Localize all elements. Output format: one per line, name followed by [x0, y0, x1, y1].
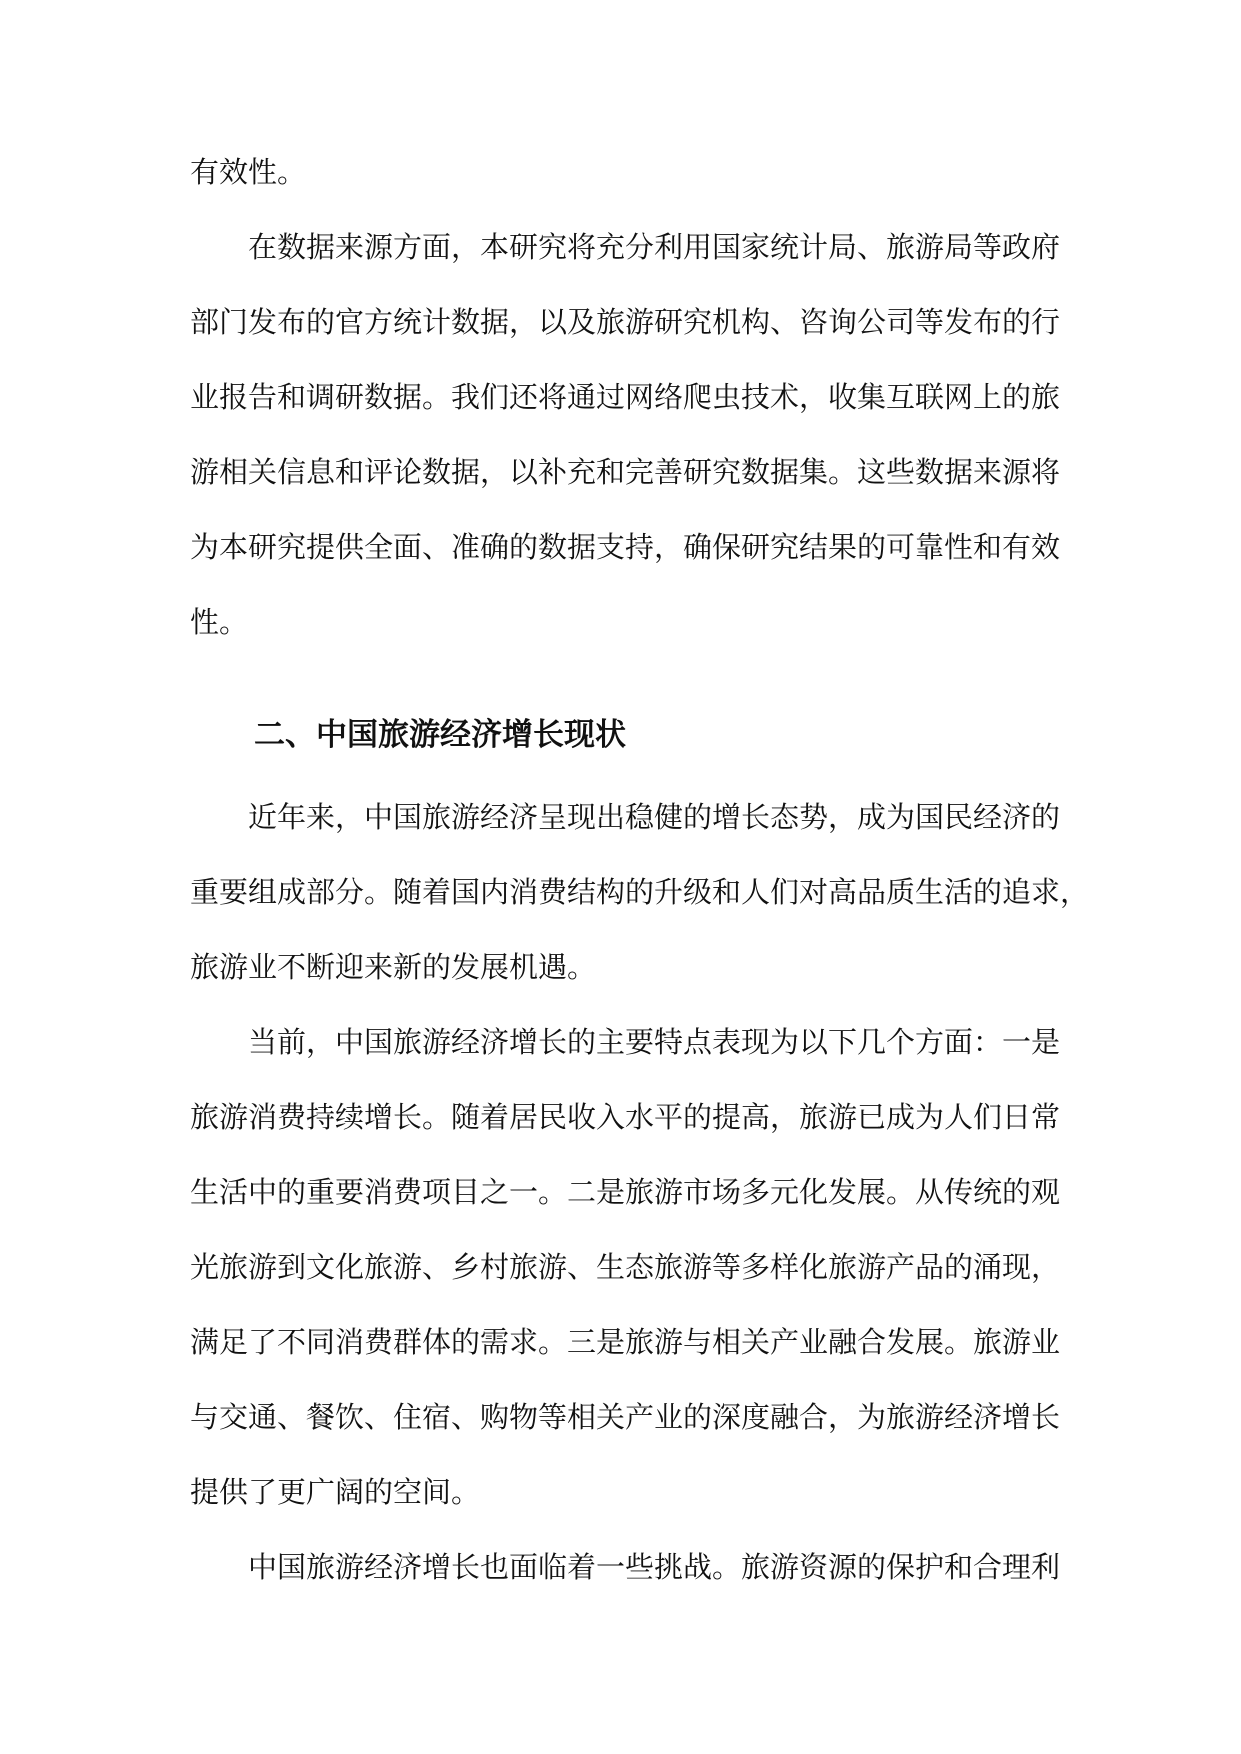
paragraph-line: 部门发布的官方统计数据，以及旅游研究机构、咨询公司等发布的行 [190, 305, 1061, 339]
paragraph-line: 光旅游到文化旅游、乡村旅游、生态旅游等多样化旅游产品的涌现， [190, 1250, 1061, 1284]
paragraph-line: 与交通、餐饮、住宿、购物等相关产业的深度融合，为旅游经济增长 [190, 1400, 1061, 1434]
paragraph-line: 业报告和调研数据。我们还将通过网络爬虫技术，收集互联网上的旅 [190, 380, 1061, 414]
paragraph-line: 性。 [190, 605, 249, 639]
paragraph-line: 近年来，中国旅游经济呈现出稳健的增长态势，成为国民经济的 [248, 800, 1061, 834]
paragraph-line: 为本研究提供全面、准确的数据支持，确保研究结果的可靠性和有效 [190, 530, 1061, 564]
paragraph-line: 生活中的重要消费项目之一。二是旅游市场多元化发展。从传统的观 [190, 1175, 1061, 1209]
paragraph-line: 游相关信息和评论数据，以补充和完善研究数据集。这些数据来源将 [190, 455, 1061, 489]
paragraph-line: 满足了不同消费群体的需求。三是旅游与相关产业融合发展。旅游业 [190, 1325, 1061, 1359]
paragraph-line: 旅游消费持续增长。随着居民收入水平的提高，旅游已成为人们日常 [190, 1100, 1061, 1134]
paragraph-line: 当前，中国旅游经济增长的主要特点表现为以下几个方面：一是 [248, 1025, 1061, 1059]
section-heading: 二、中国旅游经济增长现状 [254, 717, 626, 753]
paragraph-line: 中国旅游经济增长也面临着一些挑战。旅游资源的保护和合理利 [248, 1550, 1061, 1584]
paragraph-line: 在数据来源方面，本研究将充分利用国家统计局、旅游局等政府 [248, 230, 1061, 264]
paragraph-line: 旅游业不断迎来新的发展机遇。 [190, 950, 597, 984]
paragraph-line: 重要组成部分。随着国内消费结构的升级和人们对高品质生活的追求， [190, 875, 1090, 909]
paragraph-line: 有效性。 [190, 155, 307, 189]
paragraph-line: 提供了更广阔的空间。 [190, 1475, 481, 1509]
